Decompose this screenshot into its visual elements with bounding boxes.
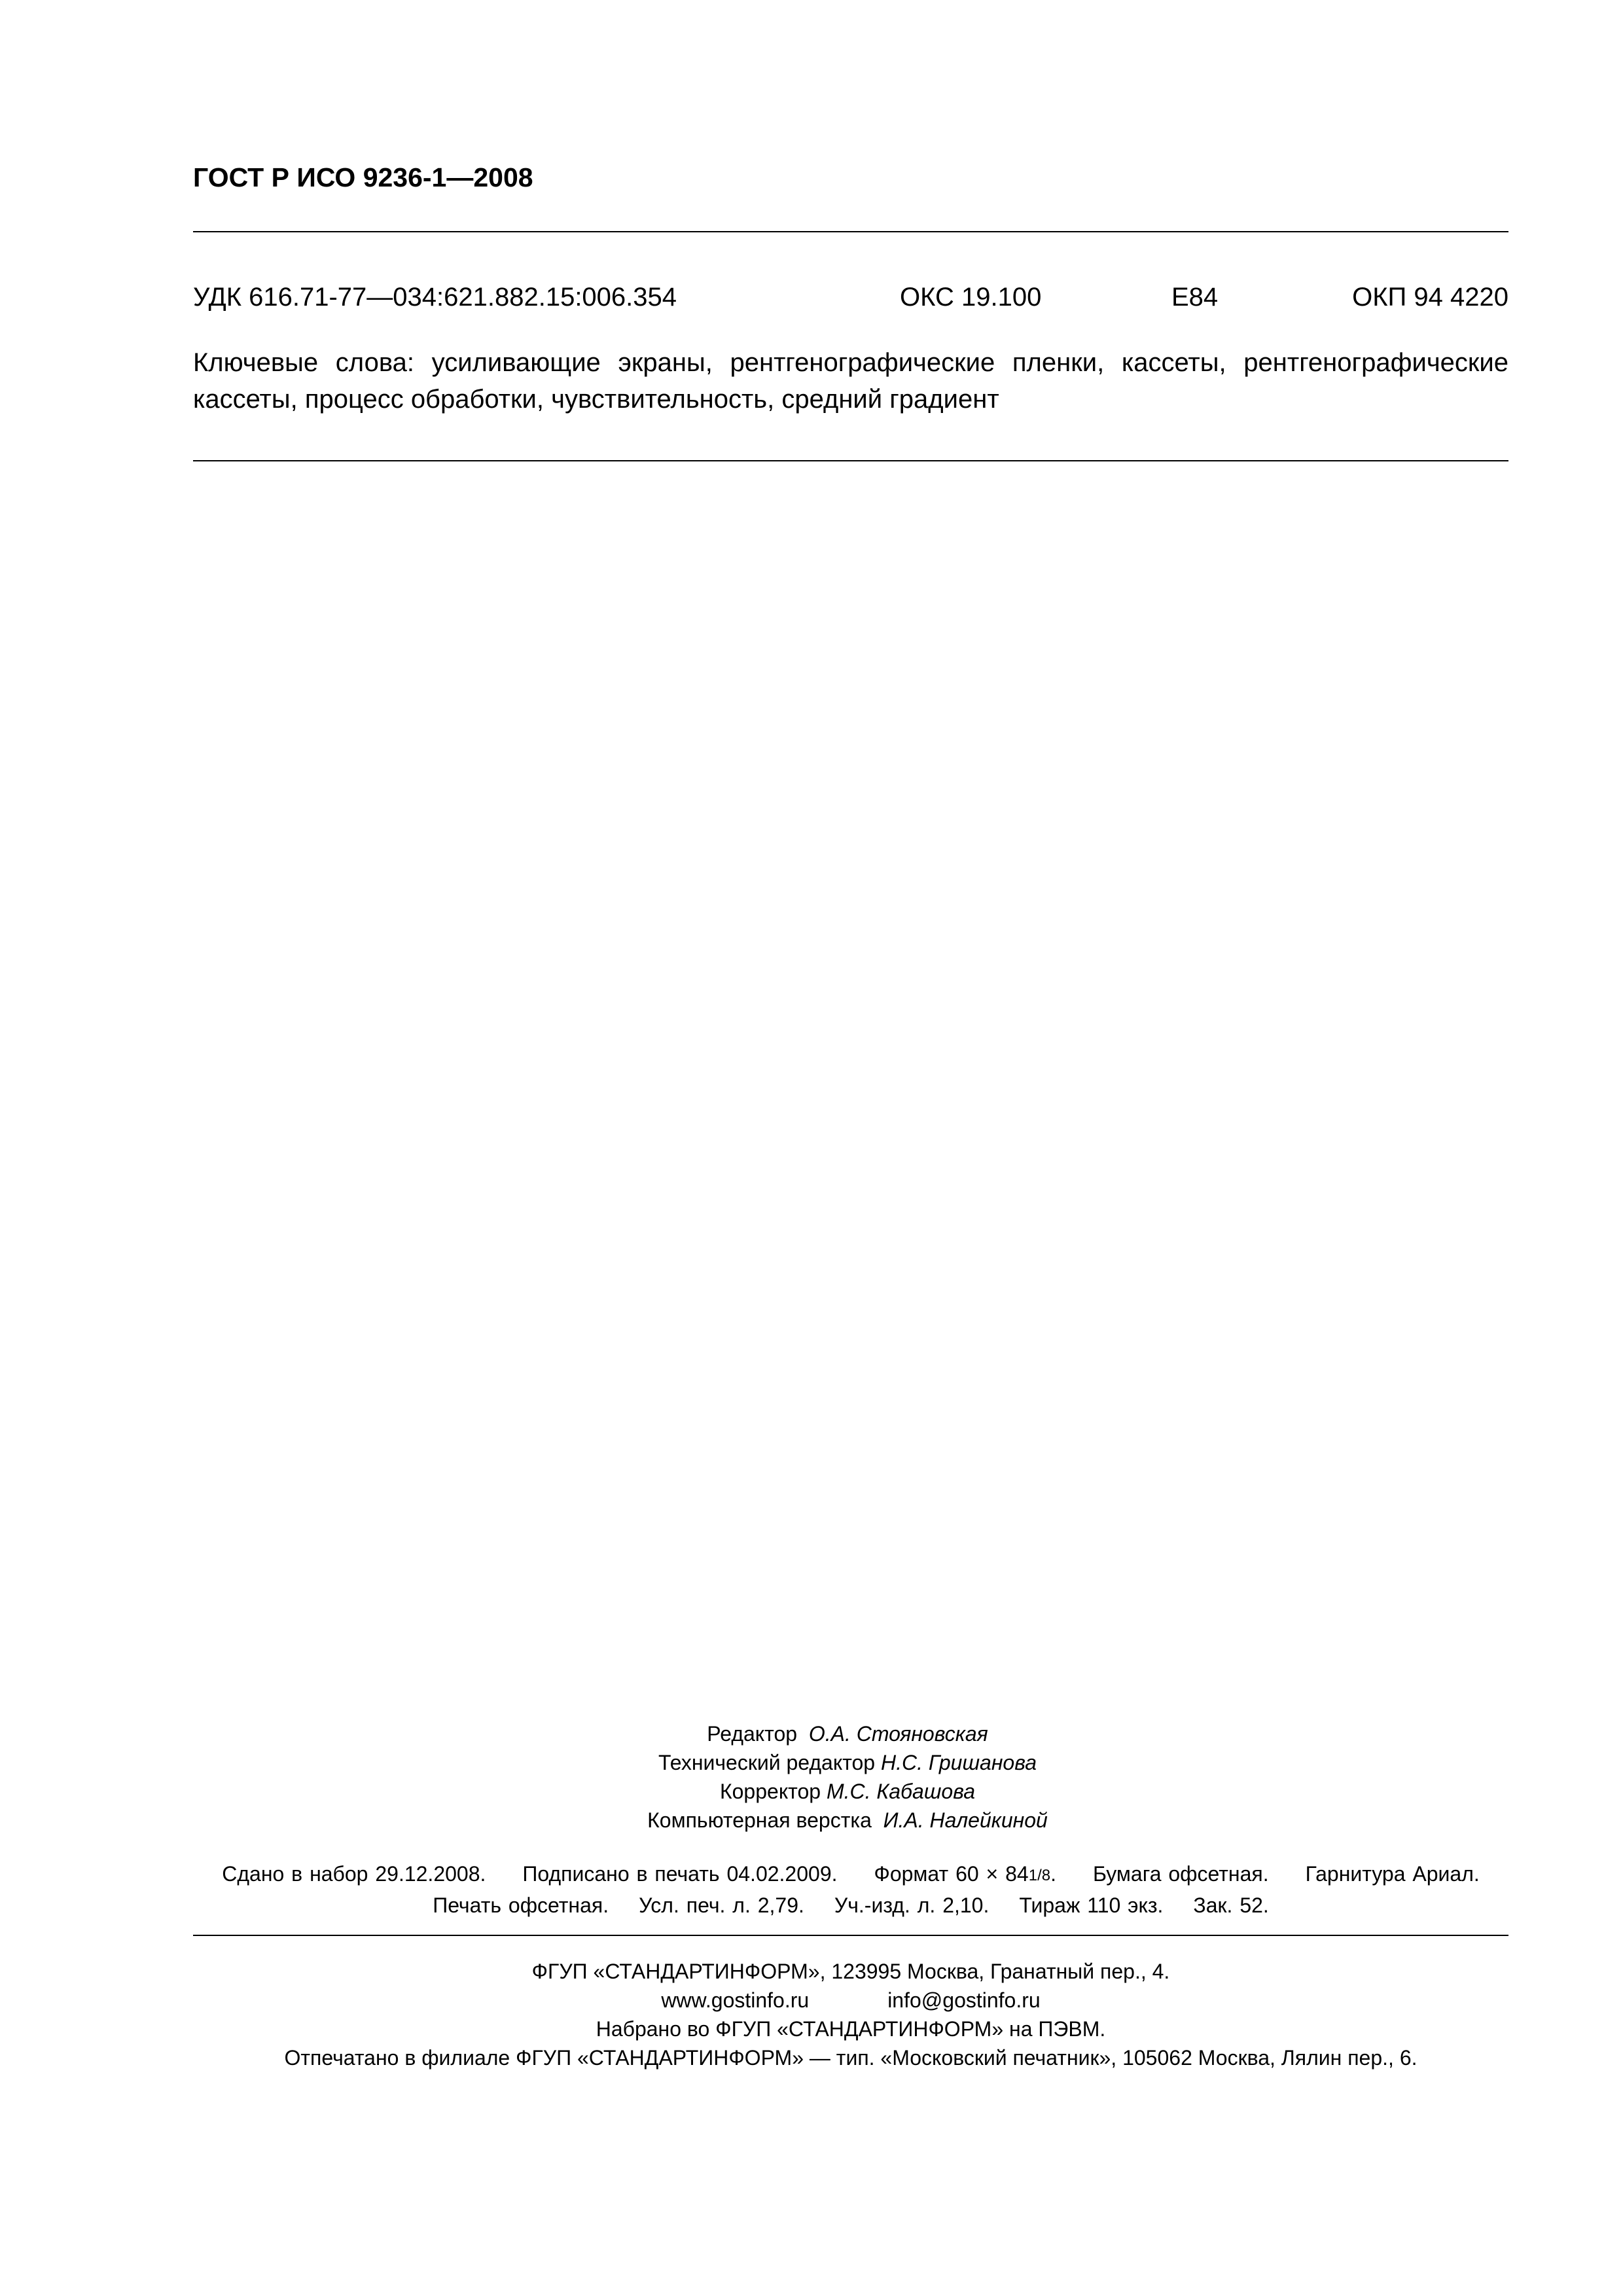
format-label: Формат 60 × 84: [874, 1862, 1029, 1886]
typeset-note: Набрано во ФГУП «СТАНДАРТИНФОРМ» на ПЭВМ.: [596, 2017, 1106, 2041]
email-link[interactable]: info@gostinfo.ru: [887, 1988, 1041, 2012]
publisher-block: [193, 1957, 1508, 2072]
udk-code: УДК 616.71-77—034:621.882.15:006.354: [193, 283, 677, 312]
print-info-line-2: [193, 1890, 1508, 1921]
classification-row: [193, 283, 1508, 315]
standard-code-heading: ГОСТ Р ИСО 9236-1—2008: [193, 162, 533, 192]
paper-type: Бумага офсетная.: [1092, 1862, 1269, 1886]
oks-code: ОКС 19.100: [900, 283, 1042, 312]
editor-label: Редактор: [707, 1722, 798, 1746]
print-info-block: [193, 1858, 1508, 1921]
okp-code: ОКП 94 4220: [1352, 283, 1508, 312]
layout-name: И.А. Налейкиной: [883, 1808, 1048, 1832]
group-code: Е84: [1171, 283, 1219, 312]
publisher-address: ФГУП «СТАНДАРТИНФОРМ», 123995 Москва, Гранатный пер., 4.: [531, 1960, 1170, 1983]
credits-block: [0, 1719, 1623, 1835]
printing-type: Печать офсетная.: [433, 1893, 609, 1917]
circulation: Тираж 110 экз.: [1019, 1893, 1164, 1917]
typeface: Гарнитура Ариал.: [1305, 1862, 1480, 1886]
tech-editor-label: Технический редактор: [658, 1751, 876, 1774]
order-number: Зак. 52.: [1193, 1893, 1269, 1917]
publisher-contacts: [193, 1986, 1508, 2015]
signed-date: Подписано в печать 04.02.2009.: [522, 1862, 838, 1886]
print-info-line-1: Сдано в набор 29.12.2008. Подписано в печать 04.02.2009. Формат 60 × 841/8. Бумага офсетная. Гарнитура Ариал.: [222, 1862, 1480, 1886]
publishing-sheets: Уч.-изд. л. 2,10.: [834, 1893, 990, 1917]
layout-label: Компьютерная верстка: [647, 1808, 872, 1832]
editor-name: О.А. Стояновская: [808, 1722, 988, 1746]
printed-note: Отпечатано в филиале ФГУП «СТАНДАРТИНФОРМ» — тип. «Московский печатник», 105062 Москва, Лялин пер., 6.: [284, 2046, 1418, 2070]
editor-line: [0, 1719, 1623, 1748]
conventional-sheets: Усл. печ. л. 2,79.: [639, 1893, 804, 1917]
tech-editor-line: [0, 1748, 1623, 1777]
format-fraction: 1/8: [1028, 1866, 1051, 1884]
keywords-text: Ключевые слова: усиливающие экраны, рентгенографические пленки, кассеты, рентгенографические кассеты, процесс обработки, чувствительность, средний градиент: [193, 348, 1508, 414]
publisher-divider: [193, 1935, 1508, 1936]
corrector-label: Корректор: [719, 1780, 821, 1803]
corrector-line: [0, 1777, 1623, 1806]
tech-editor-name: Н.С. Гришанова: [880, 1751, 1037, 1774]
website-link[interactable]: www.gostinfo.ru: [661, 1988, 810, 2012]
keywords-divider: [193, 460, 1508, 461]
layout-line: [0, 1806, 1623, 1835]
submitted-date: Сдано в набор 29.12.2008.: [222, 1862, 486, 1886]
corrector-name: М.С. Кабашова: [826, 1780, 975, 1803]
top-divider: [193, 231, 1508, 232]
